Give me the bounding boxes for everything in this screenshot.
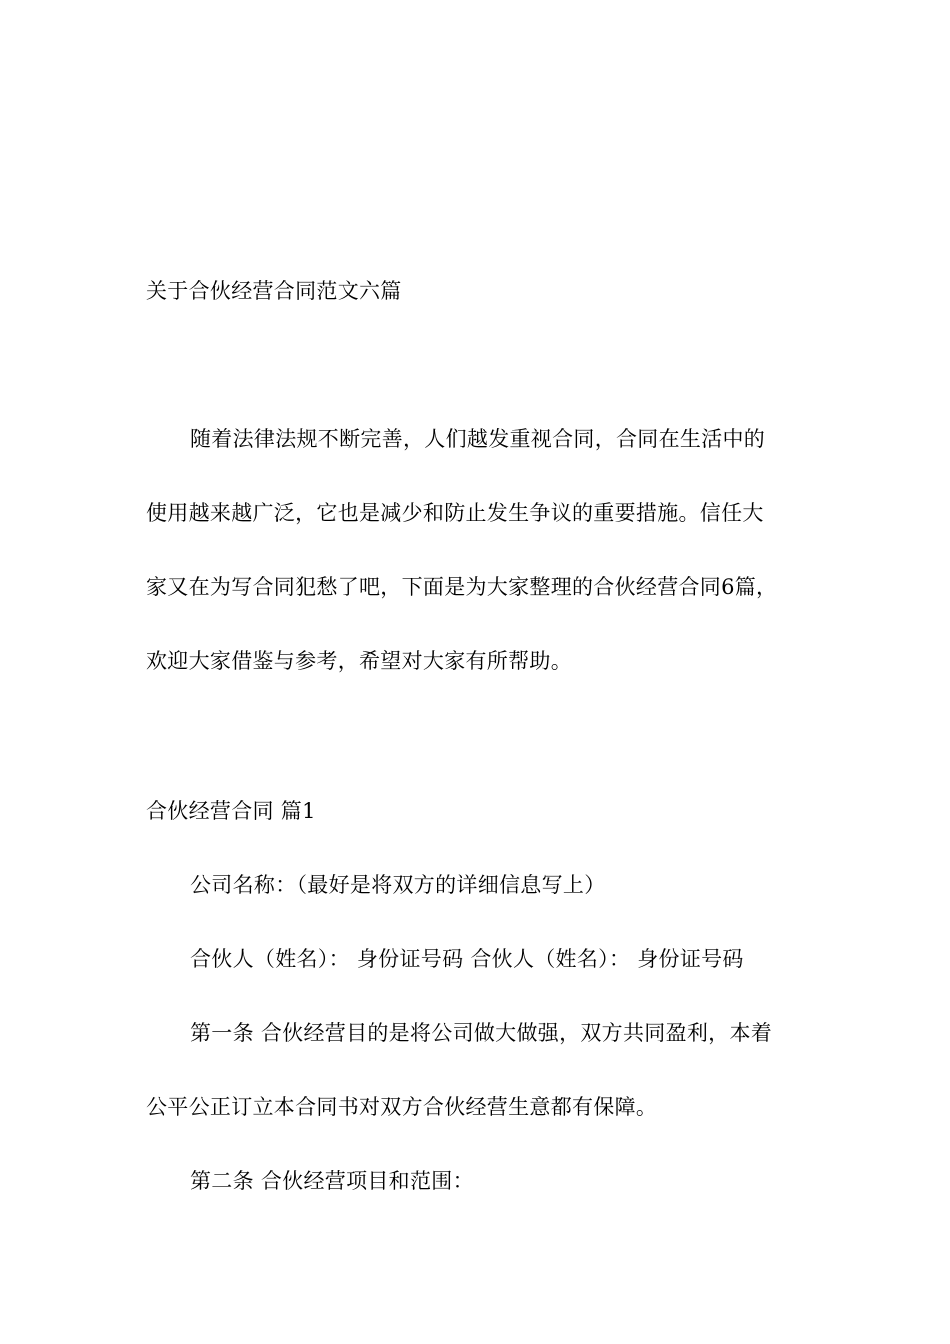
section-heading: 合伙经营合同 篇1	[146, 799, 316, 823]
partners-line: 合伙人（姓名）： 身份证号码 合伙人（姓名）： 身份证号码	[190, 947, 744, 971]
company-name-line: 公司名称：（最好是将双方的详细信息写上）	[190, 873, 606, 897]
intro-line-3: 家又在为写合同犯愁了吧，下面是为大家整理的合伙经营合同6篇，	[146, 575, 778, 599]
article2-line: 第二条 合伙经营项目和范围：	[190, 1169, 474, 1193]
intro-line-2: 使用越来越广泛，它也是减少和防止发生争议的重要措施。信任大	[146, 501, 764, 525]
article1-line-1: 第一条 合伙经营目的是将公司做大做强，双方共同盈利，本着	[190, 1021, 773, 1045]
intro-line-4: 欢迎大家借鉴与参考，希望对大家有所帮助。	[146, 649, 572, 673]
article1-line-2: 公平公正订立本合同书对双方合伙经营生意都有保障。	[146, 1095, 658, 1119]
document-title: 关于合伙经营合同范文六篇	[146, 279, 402, 303]
intro-line-1: 随着法律法规不断完善，人们越发重视合同，合同在生活中的	[190, 427, 766, 451]
